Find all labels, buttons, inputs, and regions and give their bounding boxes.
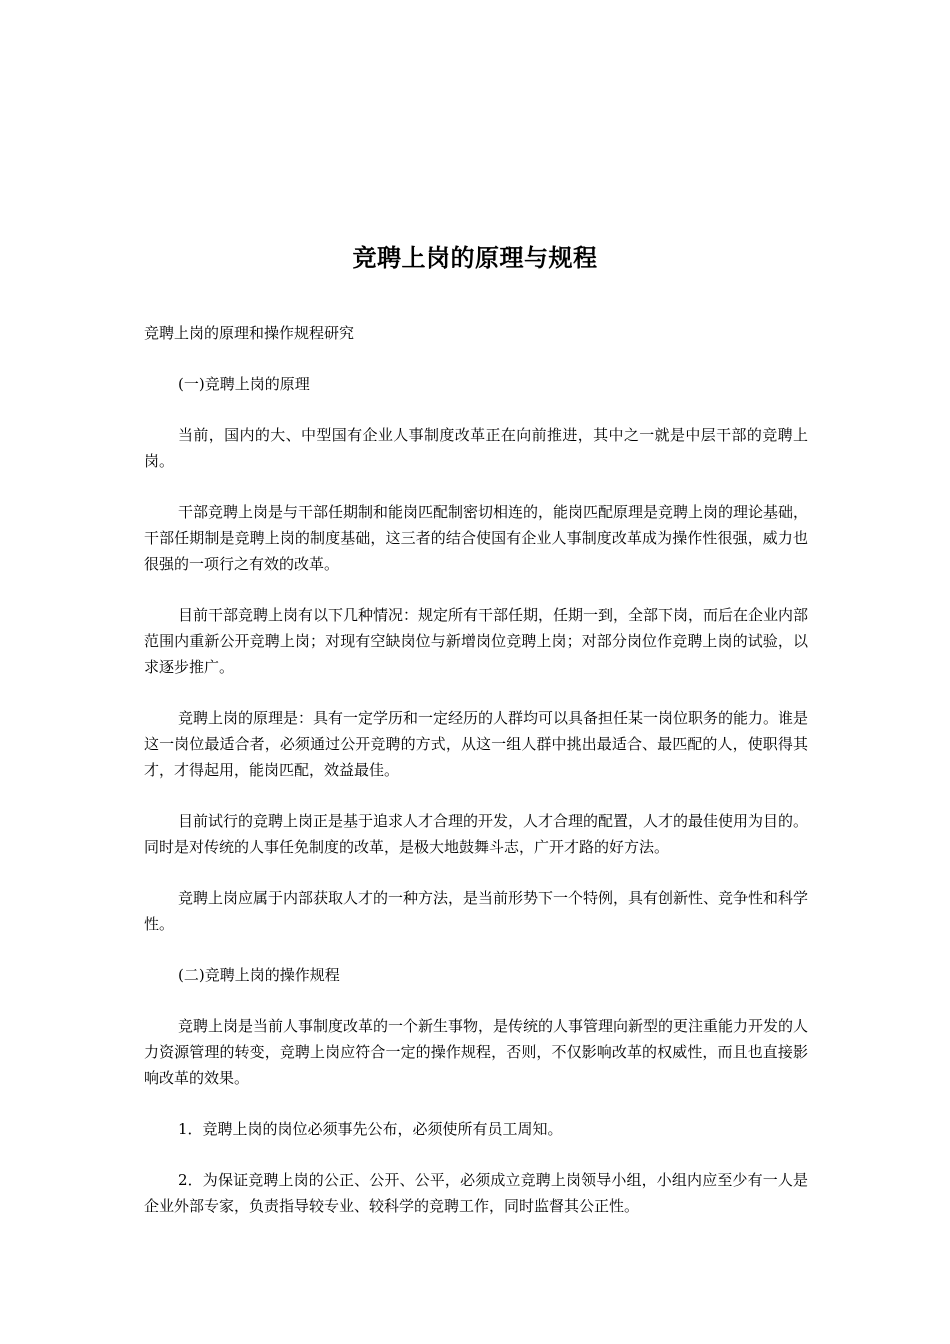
document-body bbox=[144, 320, 808, 1244]
section-heading-principle: (一)竞聘上岗的原理 bbox=[178, 375, 310, 393]
paragraph: 当前，国内的大、中型国有企业人事制度改革正在向前推进，其中之一就是中层干部的竞聘上岗。 bbox=[144, 426, 808, 470]
section-heading-procedure: (二)竞聘上岗的操作规程 bbox=[178, 966, 340, 984]
paragraph: 干部竞聘上岗是与干部任期制和能岗匹配制密切相连的，能岗匹配原理是竞聘上岗的理论基础，干部任期制是竞聘上岗的制度基础，这三者的结合使国有企业人事制度改革成为操作性很强，威力也很强的一项行之有效的改革。 bbox=[144, 503, 809, 573]
document-subtitle: 竞聘上岗的原理和操作规程研究 bbox=[144, 324, 355, 342]
paragraph: 竞聘上岗是当前人事制度改革的一个新生事物，是传统的人事管理向新型的更注重能力开发的人力资源管理的转变，竞聘上岗应符合一定的操作规程，否则，不仅影响改革的权威性，而且也直接影响改革的效果。 bbox=[144, 1017, 809, 1087]
paragraph: 竞聘上岗应属于内部获取人才的一种方法，是当前形势下一个特例，具有创新性、竞争性和科学性。 bbox=[144, 889, 809, 933]
paragraph: 竞聘上岗的原理是：具有一定学历和一定经历的人群均可以具备担任某一岗位职务的能力。谁是这一岗位最适合者，必须通过公开竞聘的方式，从这一组人群中挑出最适合、最匹配的人，使职得其才，才得起用，能岗匹配，效益最佳。 bbox=[144, 709, 809, 779]
paragraph: 目前干部竞聘上岗有以下几种情况：规定所有干部任期，任期一到，全部下岗，而后在企业内部范围内重新公开竞聘上岗；对现有空缺岗位与新增岗位竞聘上岗；对部分岗位作竞聘上岗的试验，以求逐步推广。 bbox=[144, 606, 809, 676]
document-title: 竞聘上岗的原理与规程 bbox=[352, 243, 598, 272]
paragraph: 目前试行的竞聘上岗正是基于追求人才合理的开发，人才合理的配置，人才的最佳使用为目的。同时是对传统的人事任免制度的改革，是极大地鼓舞斗志，广开才路的好方法。 bbox=[144, 812, 809, 856]
list-item: 2．为保证竞聘上岗的公正、公开、公平，必须成立竞聘上岗领导小组，小组内应至少有一人是企业外部专家，负责指导较专业、较科学的竞聘工作，同时监督其公正性。 bbox=[144, 1171, 808, 1215]
list-item: 1．竞聘上岗的岗位必须事先公布，必须使所有员工周知。 bbox=[178, 1120, 563, 1138]
